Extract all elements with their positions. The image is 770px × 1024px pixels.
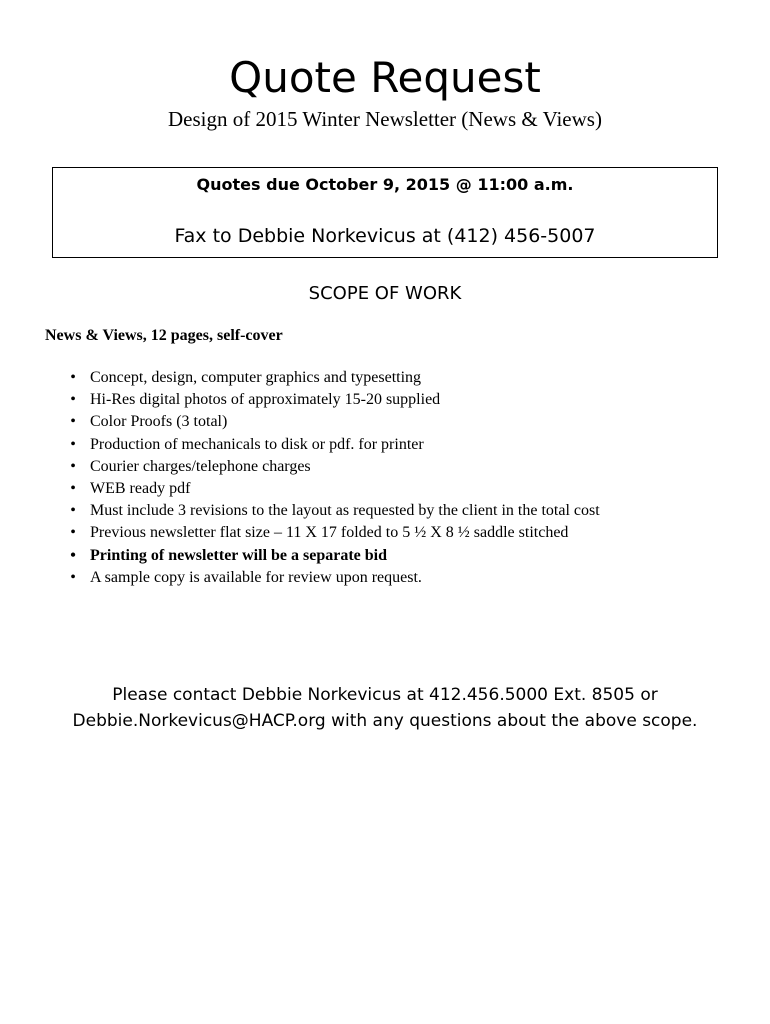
scope-item <box>68 478 758 500</box>
bullet-icon: • <box>70 391 76 409</box>
bullet-icon: • <box>70 479 76 497</box>
scope-item-text: Must include 3 revisions to the layout as requested by the client in the total cost <box>90 502 600 520</box>
scope-item-text: Previous newsletter flat size – 11 X 17 folded to 5 ½ X 8 ½ saddle stitched <box>90 524 569 542</box>
document-subtitle: Design of 2015 Winter Newsletter (News & Views) <box>168 107 602 131</box>
contact-line-2: Debbie.Norkevicus@HACP.org with any questions about the above scope. <box>72 711 698 731</box>
scope-item <box>68 567 758 589</box>
document-title: Quote Request <box>229 53 541 102</box>
product-description: News & Views, 12 pages, self-cover <box>45 327 283 344</box>
scope-item-text: Concept, design, computer graphics and typesetting <box>90 369 422 386</box>
scope-item <box>68 434 758 456</box>
scope-item-text: Courier charges/telephone charges <box>90 457 311 475</box>
scope-item-text: A sample copy is available for review upon request. <box>90 568 422 586</box>
quote-due-date: Quotes due October 9, 2015 @ 11:00 a.m. <box>196 175 574 194</box>
scope-item-text: Production of mechanicals to disk or pdf. for printer <box>90 435 424 453</box>
contact-line-1: Please contact Debbie Norkevicus at 412.456.5000 Ext. 8505 or <box>112 685 658 705</box>
scope-item <box>68 411 758 433</box>
scope-item <box>68 500 758 522</box>
bullet-icon: • <box>70 502 76 520</box>
bullet-icon: • <box>70 568 76 586</box>
notice-box <box>52 167 718 258</box>
scope-item <box>68 367 758 389</box>
bullet-icon: • <box>70 546 76 564</box>
scope-item <box>68 522 758 544</box>
bullet-icon: • <box>70 369 76 386</box>
scope-list <box>68 367 758 589</box>
scope-item-text: Hi-Res digital photos of approximately 15-20 supplied <box>90 391 441 409</box>
fax-instructions: Fax to Debbie Norkevicus at (412) 456-5007 <box>174 225 596 247</box>
bullet-icon: • <box>70 524 76 542</box>
scope-item-highlighted <box>68 545 758 567</box>
bullet-icon: • <box>70 435 76 453</box>
scope-item-text: Color Proofs (3 total) <box>90 413 228 431</box>
bullet-icon: • <box>70 413 76 431</box>
contact-paragraph <box>0 682 770 734</box>
scope-item <box>68 456 758 478</box>
scope-item-text: Printing of newsletter will be a separate bid <box>90 546 388 564</box>
bullet-icon: • <box>70 457 76 475</box>
scope-item-text: WEB ready pdf <box>90 479 191 497</box>
scope-heading: SCOPE OF WORK <box>308 283 462 304</box>
scope-item <box>68 389 758 411</box>
